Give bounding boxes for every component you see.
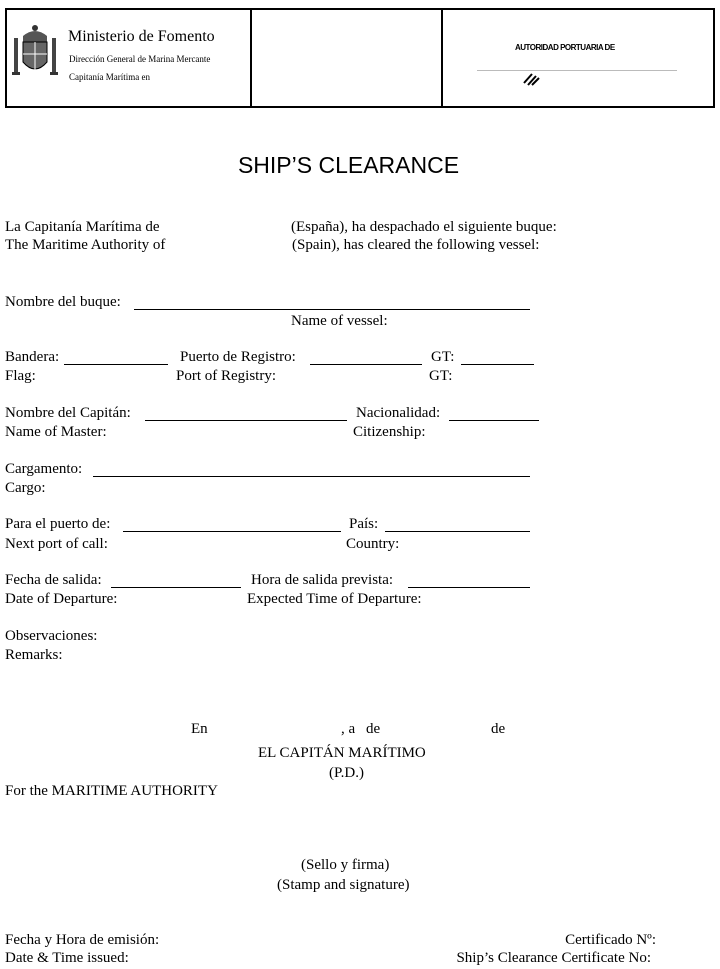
country-label-es: País: <box>349 516 379 532</box>
date-label-en: Date of Departure: <box>5 591 118 607</box>
country-label-en: Country: <box>346 536 400 552</box>
ministry-name: Ministerio de Fomento <box>68 28 215 45</box>
time-field[interactable] <box>408 574 530 588</box>
remarks-label-es: Observaciones: <box>5 628 98 644</box>
vessel-label-es: Nombre del buque: <box>5 294 121 310</box>
flag-label-en: Flag: <box>5 368 36 384</box>
coat-of-arms-icon <box>11 22 59 80</box>
flag-field[interactable] <box>64 351 168 365</box>
remarks-label-en: Remarks: <box>5 647 63 663</box>
captain-title: EL CAPITÁN MARÍTIMO <box>258 745 426 761</box>
place-a-label: , a <box>341 721 356 737</box>
date-label-es: Fecha de salida: <box>5 572 102 588</box>
registry-label-es: Puerto de Registro: <box>180 349 296 365</box>
intro-en-right: (Spain), has cleared the following vessel: <box>292 237 540 253</box>
office-name: Capitanía Marítima en <box>69 72 150 82</box>
certificate-label-es: Certificado Nº: <box>565 932 656 948</box>
port-field[interactable] <box>123 518 341 532</box>
place-de1-label: de <box>366 721 381 737</box>
intro-es-left: La Capitanía Marítima de <box>5 219 160 235</box>
master-field[interactable] <box>145 407 347 421</box>
stamp-label-en: (Stamp and signature) <box>277 877 410 893</box>
date-field[interactable] <box>111 574 241 588</box>
gt-field[interactable] <box>461 351 534 365</box>
directorate-name: Dirección General de Marina Mercante <box>69 54 211 64</box>
cargo-label-es: Cargamento: <box>5 461 83 477</box>
intro-en-left: The Maritime Authority of <box>5 237 166 253</box>
stamp-label-es: (Sello y firma) <box>301 857 390 873</box>
certificate-label-en: Ship’s Clearance Certificate No: <box>456 950 651 966</box>
issue-label-es: Fecha y Hora de emisión: <box>5 932 160 948</box>
master-label-en: Name of Master: <box>5 424 107 440</box>
place-en-label: En <box>191 721 208 737</box>
port-label-en: Next port of call: <box>5 536 108 552</box>
header-box <box>5 8 715 108</box>
registry-label-en: Port of Registry: <box>176 368 276 384</box>
time-label-en: Expected Time of Departure: <box>247 591 422 607</box>
gt-label-es: GT: <box>431 349 455 365</box>
maritime-authority-label: For the MARITIME AUTHORITY <box>5 783 218 799</box>
vessel-label-en: Name of vessel: <box>291 313 388 329</box>
pd-label: (P.D.) <box>329 765 365 781</box>
nationality-label-en: Citizenship: <box>353 424 426 440</box>
page-title: SHIP’S CLEARANCE <box>237 152 460 178</box>
nationality-label-es: Nacionalidad: <box>356 405 441 421</box>
registry-field[interactable] <box>310 351 422 365</box>
cargo-field[interactable] <box>93 463 530 477</box>
header-divider <box>441 10 443 106</box>
port-label-es: Para el puerto de: <box>5 516 111 532</box>
country-field[interactable] <box>385 518 530 532</box>
port-authority-label: AUTORIDAD PORTUARIA DE <box>515 43 615 52</box>
cargo-label-en: Cargo: <box>5 480 46 496</box>
flag-label-es: Bandera: <box>5 349 60 365</box>
issue-label-en: Date & Time issued: <box>5 950 129 966</box>
place-de2-label: de <box>491 721 506 737</box>
intro-es-right: (España), ha despachado el siguiente buque: <box>291 219 557 235</box>
port-authority-line <box>477 70 677 71</box>
time-label-es: Hora de salida prevista: <box>251 572 394 588</box>
vessel-field[interactable] <box>134 296 530 310</box>
port-authority-logo-icon <box>522 70 542 86</box>
nationality-field[interactable] <box>449 407 539 421</box>
master-label-es: Nombre del Capitán: <box>5 405 131 421</box>
gt-label-en: GT: <box>429 368 453 384</box>
header-divider <box>250 10 252 106</box>
